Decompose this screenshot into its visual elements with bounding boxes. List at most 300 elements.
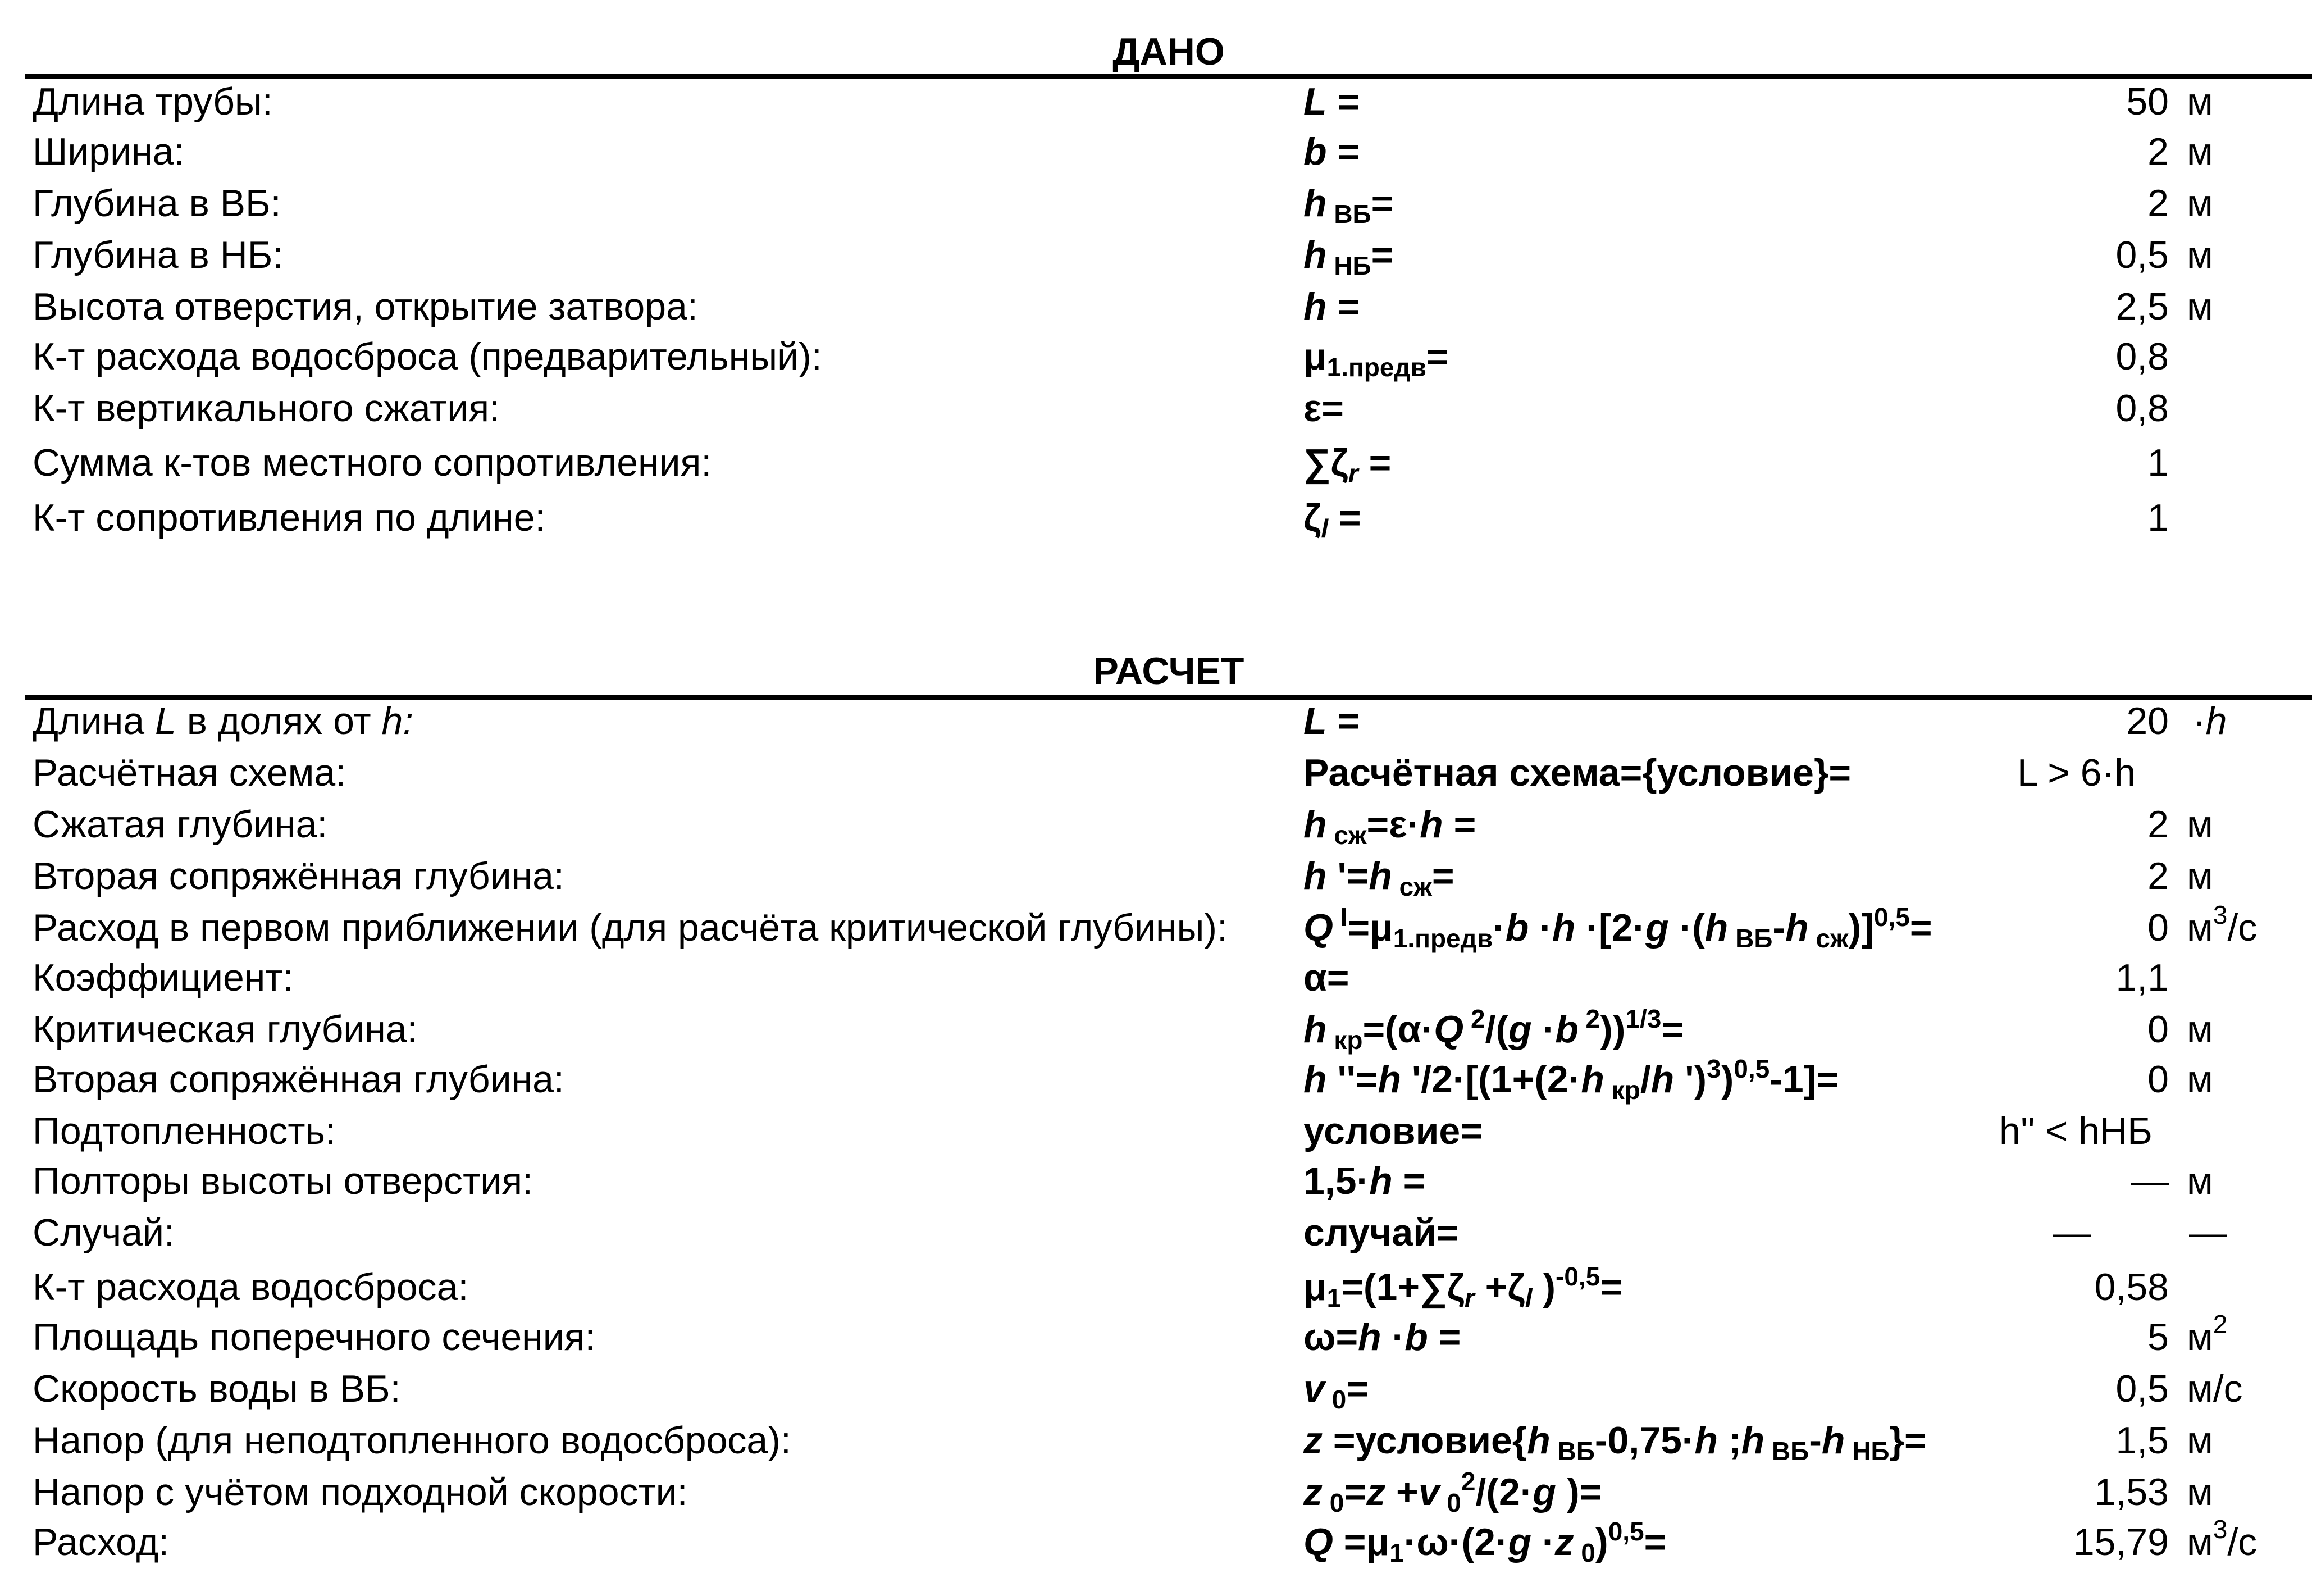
- label-segment: L: [154, 700, 176, 742]
- row-label: [33, 232, 283, 277]
- unit-segment: 2: [2213, 1310, 2228, 1339]
- formula-segment: сж: [1326, 820, 1367, 850]
- label-segment: К-т расхода водосброса:: [33, 1266, 469, 1308]
- row-formula: [1303, 1517, 1667, 1567]
- formula-segment: h: [1303, 1008, 1327, 1051]
- table-row: [0, 1004, 2312, 1055]
- table-row: [0, 232, 2312, 280]
- formula-segment: =: [1371, 182, 1394, 225]
- table-row: [0, 1310, 2312, 1360]
- row-value: 0: [2147, 906, 2169, 949]
- label-segment: Глубина в НБ:: [33, 234, 284, 276]
- formula-segment: =: [1600, 1266, 1623, 1308]
- row-formula: [1303, 1315, 1461, 1360]
- row-value: 0,5: [2115, 234, 2169, 276]
- row-label: [33, 699, 413, 744]
- row-label: [33, 854, 564, 899]
- formula-segment: -: [1809, 1419, 1822, 1462]
- row-formula: [1303, 232, 1394, 280]
- unit-segment: м: [2187, 285, 2213, 328]
- formula-segment: v: [1418, 1471, 1440, 1513]
- label-segment: Расход:: [33, 1521, 170, 1563]
- row-value: 50: [2126, 80, 2169, 123]
- row-formula: [1303, 334, 1449, 382]
- table-row: [0, 129, 2312, 174]
- row-label: [33, 1210, 175, 1255]
- row-formula: [1303, 750, 1851, 795]
- formula-segment: h: [1303, 855, 1327, 897]
- row-value: 1,5: [2115, 1419, 2169, 1462]
- formula-segment: b: [1505, 906, 1529, 949]
- formula-segment: ''=: [1326, 1058, 1378, 1101]
- row-label: [33, 284, 698, 329]
- table-row: [0, 181, 2312, 229]
- table-row: [0, 1515, 2312, 1567]
- row-formula: [1303, 902, 1932, 953]
- formula-segment: сж: [1392, 872, 1432, 901]
- formula-segment: =ε·: [1366, 803, 1420, 846]
- formula-segment: '=: [1326, 855, 1369, 897]
- formula-segment: 2: [1461, 1467, 1476, 1496]
- row-formula: [1303, 495, 1361, 543]
- formula-segment: кр: [1326, 1025, 1363, 1055]
- label-segment: Напор (для неподтопленного водосброса):: [33, 1419, 791, 1462]
- formula-segment: μ: [1303, 335, 1327, 378]
- label-segment: Коэффициент:: [33, 956, 294, 999]
- formula-segment: Q: [1434, 1008, 1464, 1051]
- formula-segment: 1: [1389, 1538, 1404, 1567]
- row-label: [33, 1265, 468, 1310]
- row-formula: [1303, 802, 1476, 850]
- row-label: [33, 334, 822, 379]
- formula-segment: =: [1909, 906, 1932, 949]
- formula-segment: случай=: [1303, 1211, 1459, 1254]
- formula-segment: h: [1650, 1058, 1675, 1101]
- formula-segment: ·: [1381, 1316, 1405, 1358]
- label-segment: Расчётная схема:: [33, 751, 346, 794]
- unit-segment: м: [2187, 1008, 2213, 1051]
- formula-segment: =: [1326, 130, 1360, 173]
- row-formula: [1303, 284, 1360, 329]
- formula-segment: 1/3: [1625, 1004, 1662, 1033]
- formula-segment: l: [1321, 514, 1329, 543]
- formula-segment: I: [1333, 902, 1348, 932]
- row-formula: [1303, 129, 1360, 174]
- row-value: 5: [2147, 1316, 2169, 1358]
- table-row: [0, 495, 2312, 543]
- formula-segment: ): [1595, 1521, 1608, 1563]
- row-formula: [1303, 1418, 1927, 1466]
- row-value: 15,79: [2073, 1521, 2169, 1563]
- label-segment: К-т расхода водосброса (предварительный):: [33, 335, 822, 378]
- label-segment: Высота отверстия, открытие затвора:: [33, 285, 698, 328]
- formula-segment: α=: [1303, 956, 1349, 999]
- formula-segment: ВБ: [1764, 1437, 1809, 1466]
- formula-segment: h: [1704, 906, 1729, 949]
- row-label: [33, 1109, 336, 1153]
- unit-segment: м: [2187, 855, 2213, 897]
- label-segment: Ширина:: [33, 130, 185, 173]
- row-formula: [1303, 1004, 1684, 1055]
- given-section-divider: [25, 74, 2312, 79]
- row-formula: [1303, 181, 1394, 229]
- table-row: [0, 854, 2312, 899]
- formula-segment: b: [1555, 1008, 1579, 1051]
- row-formula: [1303, 1262, 1623, 1312]
- label-segment: Площадь поперечного сечения:: [33, 1316, 596, 1358]
- formula-segment: b: [1404, 1316, 1428, 1358]
- row-label: [33, 79, 273, 124]
- formula-segment: =(1+∑ζ: [1341, 1266, 1465, 1308]
- label-segment: К-т вертикального сжатия:: [33, 387, 500, 430]
- formula-segment: 0,5: [1734, 1054, 1770, 1083]
- formula-segment: =: [1328, 496, 1361, 539]
- calc-section-title: РАСЧЕТ: [1093, 650, 1244, 692]
- formula-segment: Расчётная схема={условие}=: [1303, 751, 1852, 794]
- table-row: [0, 802, 2312, 850]
- formula-segment: ·: [1529, 906, 1552, 949]
- formula-segment: =условие{: [1323, 1419, 1527, 1462]
- formula-segment: h: [1420, 803, 1443, 846]
- formula-segment: h: [1369, 1160, 1393, 1202]
- formula-segment: =: [1326, 285, 1360, 328]
- row-value: 2: [2147, 803, 2169, 846]
- row-value: 1: [2147, 496, 2169, 539]
- formula-segment: 0: [1439, 1488, 1461, 1517]
- label-segment: Длина: [33, 700, 155, 742]
- formula-segment: g: [1508, 1008, 1532, 1051]
- formula-segment: ·[2·: [1575, 906, 1646, 949]
- formula-segment: b: [1303, 130, 1327, 173]
- row-label: [33, 440, 712, 485]
- row-value: 0: [2147, 1008, 2169, 1051]
- given-section-title: ДАНО: [1112, 30, 1225, 73]
- row-label: [33, 1520, 169, 1565]
- formula-segment: h: [1694, 1419, 1718, 1462]
- formula-segment: ВБ: [1728, 924, 1773, 953]
- row-unit: [2187, 1159, 2213, 1203]
- formula-segment: =: [1428, 1316, 1461, 1358]
- unit-segment: h: [2205, 700, 2227, 742]
- table-row: [0, 750, 2312, 795]
- row-label: [33, 129, 184, 174]
- formula-segment: v: [1303, 1367, 1325, 1410]
- row-value: 0,8: [2115, 335, 2169, 378]
- row-value: 0,58: [2094, 1266, 2169, 1308]
- row-value: 1,1: [2115, 956, 2169, 999]
- label-segment: Расход в первом приближении (для расчёта критической глубины):: [33, 906, 1228, 949]
- formula-segment: /(: [1485, 1008, 1509, 1051]
- table-row: [0, 284, 2312, 329]
- formula-segment: 0: [1574, 1538, 1596, 1567]
- row-unit: [2187, 181, 2213, 226]
- row-unit: [2187, 1470, 2213, 1515]
- unit-segment: м: [2187, 130, 2213, 173]
- formula-segment: h: [1581, 1058, 1604, 1101]
- table-row: [0, 1366, 2312, 1414]
- unit-segment: м/с: [2187, 1367, 2243, 1410]
- unit-segment: м: [2187, 80, 2213, 123]
- label-segment: Скорость воды в ВБ:: [33, 1367, 401, 1410]
- formula-segment: 3: [1707, 1054, 1721, 1083]
- formula-segment: h: [1358, 1316, 1381, 1358]
- row-unit: [2187, 802, 2213, 847]
- row-formula: [1303, 386, 1344, 431]
- formula-segment: =μ: [1333, 1521, 1390, 1563]
- table-row: [0, 386, 2312, 431]
- formula-segment: условие=: [1303, 1110, 1483, 1152]
- row-label: [33, 1315, 595, 1360]
- formula-segment: ·: [1531, 1521, 1555, 1563]
- table-row: [0, 1210, 2312, 1255]
- row-label: [33, 1007, 418, 1052]
- row-label: [33, 750, 346, 795]
- row-value: 2: [2147, 855, 2169, 897]
- table-row: [0, 1054, 2312, 1105]
- label-segment: Глубина в ВБ:: [33, 182, 281, 225]
- row-formula: [1303, 440, 1392, 488]
- unit-segment: 3: [2213, 900, 2228, 929]
- label-segment: К-т сопротивления по длине:: [33, 496, 546, 539]
- row-label: [33, 802, 327, 847]
- table-row: [0, 79, 2312, 124]
- row-value-text: L > 6·h: [2017, 751, 2136, 794]
- label-segment: Вторая сопряжённая глубина:: [33, 1058, 564, 1101]
- formula-segment: '/2·[(1+(2·: [1401, 1058, 1581, 1101]
- table-row: [0, 1418, 2312, 1466]
- formula-segment: -0,5: [1556, 1262, 1600, 1291]
- row-formula: [1303, 1467, 1602, 1517]
- unit-segment: ·: [2193, 700, 2206, 742]
- formula-segment: h: [1303, 285, 1327, 328]
- table-row: [0, 955, 2312, 1000]
- label-segment: Длина трубы:: [33, 80, 273, 123]
- formula-segment: h: [1303, 1058, 1327, 1101]
- label-segment: Сумма к-тов местного сопротивления:: [33, 441, 712, 484]
- formula-segment: =: [1443, 803, 1476, 846]
- formula-segment: =: [1431, 855, 1454, 897]
- formula-segment: 0,5: [1608, 1517, 1644, 1546]
- row-label: [33, 955, 293, 1000]
- row-unit: [2187, 854, 2213, 899]
- row-value: 0,5: [2115, 1367, 2169, 1410]
- unit-segment: /с: [2227, 906, 2258, 949]
- formula-segment: Q: [1303, 906, 1333, 949]
- row-formula: [1303, 955, 1349, 1000]
- row-unit: [2193, 699, 2227, 744]
- formula-segment: 0,5: [1873, 902, 1910, 932]
- table-row: [0, 1109, 2312, 1153]
- formula-segment: h: [1785, 906, 1809, 949]
- table-row: [0, 900, 2312, 953]
- formula-segment: 1: [1326, 1283, 1342, 1312]
- formula-segment: =: [1358, 441, 1392, 484]
- formula-segment: ε=: [1303, 387, 1344, 430]
- row-value: —: [2053, 1211, 2091, 1254]
- row-label: [33, 495, 545, 540]
- formula-segment: /: [1640, 1058, 1651, 1101]
- formula-segment: НБ: [1326, 251, 1371, 280]
- formula-segment: h: [1303, 182, 1327, 225]
- row-value-text: h'' < hНБ: [1999, 1110, 2153, 1152]
- formula-segment: =: [1344, 1471, 1367, 1513]
- row-unit: [2187, 1418, 2213, 1463]
- formula-segment: ∑ζ: [1303, 441, 1348, 484]
- formula-segment: =μ: [1347, 906, 1393, 949]
- formula-segment: 1,5·: [1303, 1160, 1370, 1202]
- row-label: [33, 1159, 533, 1203]
- formula-segment: )]: [1848, 906, 1874, 949]
- unit-segment: м: [2187, 234, 2213, 276]
- formula-segment: +: [1385, 1471, 1419, 1513]
- formula-segment: +ζ: [1474, 1266, 1525, 1308]
- formula-segment: ;: [1718, 1419, 1741, 1462]
- formula-segment: 0: [1323, 1488, 1344, 1517]
- table-row: [0, 699, 2312, 744]
- row-formula: [1303, 1159, 1425, 1203]
- formula-segment: h: [1378, 1058, 1402, 1101]
- label-segment: h:: [381, 700, 414, 742]
- formula-segment: }=: [1889, 1419, 1927, 1462]
- formula-segment: L: [1303, 80, 1327, 123]
- formula-segment: ·: [1493, 906, 1506, 949]
- formula-segment: ·: [1531, 1008, 1556, 1051]
- formula-segment: h: [1552, 906, 1576, 949]
- unit-segment: м: [2187, 906, 2213, 949]
- formula-segment: g: [1533, 1471, 1557, 1513]
- row-value: 1: [2147, 441, 2169, 484]
- formula-segment: L: [1303, 700, 1327, 742]
- row-value: 1,53: [2094, 1471, 2169, 1513]
- formula-segment: h: [1821, 1419, 1845, 1462]
- row-label: [33, 1470, 688, 1515]
- formula-segment: =: [1326, 80, 1360, 123]
- table-row: [0, 1467, 2312, 1517]
- formula-segment: z: [1554, 1521, 1574, 1563]
- formula-segment: h: [1303, 803, 1327, 846]
- table-row: [0, 334, 2312, 382]
- formula-segment: 1.предв: [1393, 924, 1493, 953]
- row-value: 0,8: [2115, 387, 2169, 430]
- unit-segment: м: [2187, 1419, 2213, 1462]
- table-row: [0, 1159, 2312, 1203]
- formula-segment: h: [1741, 1419, 1765, 1462]
- row-value: 0: [2147, 1058, 2169, 1101]
- row-unit: [2187, 79, 2213, 124]
- formula-segment: 2: [1578, 1004, 1600, 1033]
- row-value: 2,5: [2115, 285, 2169, 328]
- formula-segment: 1.предв: [1326, 353, 1426, 382]
- formula-segment: НБ: [1845, 1437, 1890, 1466]
- formula-segment: z: [1303, 1471, 1323, 1513]
- unit-segment: —: [2189, 1211, 2227, 1254]
- row-formula: [1303, 1210, 1459, 1255]
- row-label: [33, 905, 1228, 950]
- row-label: [33, 386, 500, 431]
- row-label: [33, 1057, 564, 1102]
- formula-segment: g: [1508, 1521, 1532, 1563]
- formula-segment: -0,75·: [1594, 1419, 1695, 1462]
- label-segment: Критическая глубина:: [33, 1008, 418, 1051]
- unit-segment: м: [2187, 803, 2213, 846]
- table-row: [0, 1262, 2312, 1312]
- row-formula: [1303, 79, 1360, 124]
- formula-segment: '): [1674, 1058, 1707, 1101]
- row-unit: [2187, 900, 2258, 950]
- unit-segment: м: [2187, 1521, 2213, 1563]
- table-row: [0, 440, 2312, 488]
- label-segment: Полторы высоты отверстия:: [33, 1160, 533, 1202]
- row-unit: [2187, 1366, 2243, 1411]
- row-label: [33, 1366, 401, 1411]
- formula-segment: ω=: [1303, 1316, 1358, 1358]
- formula-segment: ): [1721, 1058, 1734, 1101]
- formula-segment: ·ω·(2·: [1403, 1521, 1508, 1563]
- formula-segment: ВБ: [1550, 1437, 1595, 1466]
- formula-segment: ·(: [1668, 906, 1705, 949]
- formula-segment: =: [1392, 1160, 1426, 1202]
- unit-segment: м: [2187, 1160, 2213, 1202]
- formula-segment: z: [1366, 1471, 1386, 1513]
- row-unit: [2189, 1210, 2227, 1255]
- formula-segment: )=: [1556, 1471, 1602, 1513]
- label-segment: Вторая сопряжённая глубина:: [33, 855, 564, 897]
- row-value: 20: [2126, 700, 2169, 742]
- formula-segment: r: [1464, 1283, 1475, 1312]
- formula-segment: -1]=: [1770, 1058, 1839, 1101]
- formula-segment: /(2·: [1475, 1471, 1533, 1513]
- formula-segment: ζ: [1303, 496, 1321, 539]
- row-value: 2: [2147, 130, 2169, 173]
- formula-segment: 0: [1324, 1385, 1347, 1414]
- formula-segment: кр: [1604, 1075, 1640, 1105]
- formula-segment: r: [1348, 459, 1358, 488]
- unit-segment: м: [2187, 1316, 2213, 1358]
- unit-segment: /с: [2227, 1521, 2258, 1563]
- row-formula: [1303, 1054, 1839, 1105]
- formula-segment: Q: [1303, 1521, 1333, 1563]
- formula-segment: =: [1661, 1008, 1684, 1051]
- formula-segment: z: [1303, 1419, 1323, 1462]
- unit-segment: м: [2187, 182, 2213, 225]
- row-formula: [1303, 1109, 1483, 1153]
- unit-segment: 3: [2213, 1515, 2228, 1544]
- formula-segment: 2: [1463, 1004, 1485, 1033]
- formula-segment: h: [1303, 234, 1327, 276]
- formula-segment: =(α·: [1362, 1008, 1434, 1051]
- formula-segment: =: [1346, 1367, 1369, 1410]
- row-value: 2: [2147, 182, 2169, 225]
- formula-segment: h: [1527, 1419, 1551, 1462]
- row-unit: [2187, 1007, 2213, 1052]
- row-unit: [2187, 1515, 2258, 1565]
- label-segment: Сжатая глубина:: [33, 803, 328, 846]
- row-label: [33, 181, 281, 226]
- label-segment: в долях от: [176, 700, 382, 742]
- formula-segment: μ: [1303, 1266, 1327, 1308]
- unit-segment: м: [2187, 1471, 2213, 1513]
- row-label: [33, 1418, 791, 1463]
- label-segment: Подтопленность:: [33, 1110, 336, 1152]
- row-unit: [2187, 1310, 2228, 1360]
- row-unit: [2187, 284, 2213, 329]
- row-unit: [2187, 129, 2213, 174]
- formula-segment: )): [1600, 1008, 1626, 1051]
- formula-segment: h: [1369, 855, 1392, 897]
- row-formula: [1303, 854, 1454, 899]
- formula-segment: =: [1426, 335, 1449, 378]
- formula-segment: ): [1532, 1266, 1556, 1308]
